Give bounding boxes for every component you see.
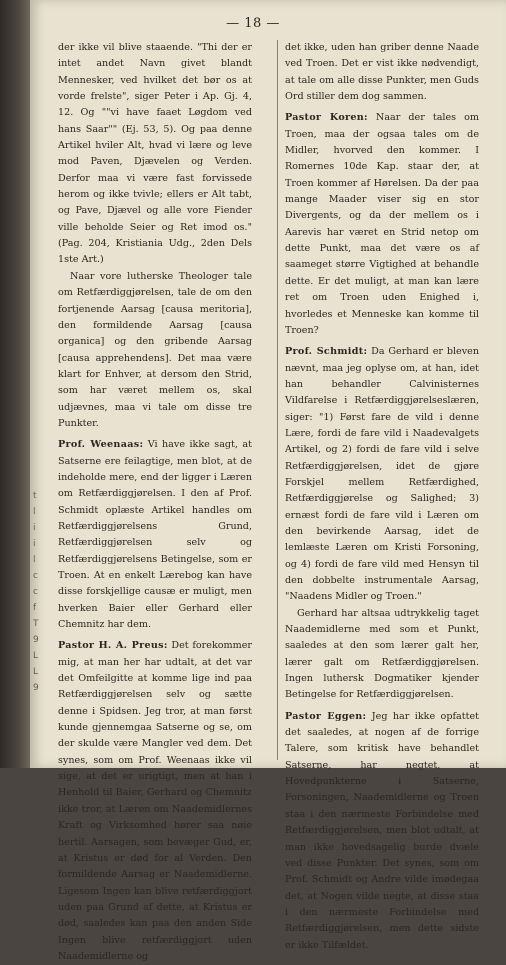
right-paragraph-1: det ikke, uden han griber denne Naade ved Troen. Det er vist ikke nødvendigt, at tale om alle disse Punkter, men Guds Ord stiller dem dog sammen. <box>285 42 479 103</box>
right-paragraph-2: Gerhard har altsaa udtrykkelig taget Naademidlerne med som et Punkt, saaledes at den som lærer galt her, lærer galt om Retfærdiggjørelsen. Ingen luthersk Dogmatiker kjender Betingelse for Retfærdiggjørelsen. <box>285 607 479 701</box>
column-divider <box>277 40 278 760</box>
speech-text: Naar der tales om Troen, maa der ogsaa tales om de Midler, hvorved den kommer. I Romernes 10de Kap. staar der, at Troen kommer af Hørelsen. Da der paa mange Maader viser sig en stor Divergents, og da der mellem os i Aarevis har været en Strid netop om dette Punkt, maa det være os af saameget større Vigtighed at behandle dette. Er det muligt, at man kan lære ret om Troen uden Enighed i, hvorledes et Menneske kan komme til Troen? <box>285 112 479 336</box>
book-gutter <box>0 0 30 768</box>
speech-preus <box>58 638 252 965</box>
speaker-name: Pastor Koren: <box>285 112 368 124</box>
left-paragraph-1: der ikke vil blive staaende. "Thi der er intet andet Navn givet blandt Mennesker, ved hvilket det bør os at vorde frelste", siger Peter i Ap. Gj. 4, 12. Og ""vi have faaet Løgdom ved hans Saar"" (Ej. 53, 5). Og paa denne Artikel hviler Alt, hvad vi lære og leve mod Paven, Djævelen og Verden. Derfor maa vi være fast forvissede herom og ikke tvivle; ellers er Alt tabt, og Pave, Djævel og alle vore Fiender ville beholde Seier og Ret imod os." (Pag. 204, Kristiania Udg., 2den Dels 1ste Art.) <box>58 42 252 266</box>
speaker-name: Prof. Schmidt: <box>285 346 368 358</box>
speech-eggen <box>285 709 479 954</box>
speech-text: Jeg har ikke opfattet det saaledes, at nogen af de forrige Talere, som kritisk have behandlet Satserne, har negtet, at Hovedpunkterne i Satserne, Forsoningen, Naademidlerne og Troen staa i den nærmeste Forbindelse med Retfærdiggjørelsen, men blot udtalt, at man ikke hovedsagelig burde dvæle ved disse Punkter. Det synes, som om Prof. Schmidt og Andre vilde imødegaa det, at Nogen vilde negte, at disse staa i den nærmeste Forbindelse med Retfærdiggjørelsen, men dette sidste er ikke Tilfældet. <box>285 710 479 951</box>
speaker-name: Pastor H. A. Preus: <box>58 640 168 652</box>
speech-text: Da Gerhard er bleven nævnt, maa jeg oplyse om, at han, idet han behandler Calvinisternes Vildfarelse i Retfærdiggjørelseslæren, siger: "1) Først fare de vild i denne Lære, fordi de fare vild i Naadevalgets Artikel, og 2) fordi de fare vild i selve Retfærdiggjørelsen, idet de gjøre Forskjel mellem Retfærdighed, Retfærdiggjørelse og Salighed; 3) ernæst fordi de fare vild i Læren om den bevirkende Aarsag, idet de lemlæste Læren om Kristi Forsoning, og 4) fordi de fare vild med Hensyn til den dobbelte instrumentale Aarsag, "Naadens Midler og Troen." <box>285 346 479 603</box>
left-column <box>58 40 252 965</box>
speech-koren <box>285 110 479 339</box>
right-column <box>285 40 479 954</box>
speech-weenaas <box>58 437 252 633</box>
gutter-marks: t l i i l c c f T 9 L L 9 <box>33 491 39 693</box>
speaker-name: Prof. Weenaas: <box>58 439 144 451</box>
left-paragraph-2: Naar vore lutherske Theologer tale om Retfærdiggjørelsen, tale de om den fortjenende Aarsag [causa meritoria], den formildende Aarsag [causa organica] og den gribende Aarsag [causa apprehendens]. Det maa være klart for Enhver, at dersom den Strid, som har været mellem os, skal udjævnes, maa vi tale om disse tre Punkter. <box>58 270 252 429</box>
speech-text: Vi have ikke sagt, at Satserne ere feilagtige, men blot, at de indeholde mere, end der ligger i Læren om Retfærdiggjørelsen. I den af Prof. Schmidt oplæste Artikel handles om Retfærdiggjørelsens Grund, Retfærdiggjørelsen selv og Retfærdiggjørelsens Betingelse, som er Troen. At en enkelt Lærebog kan have disse forskjellige causæ er muligt, men hverken Baier eller Gerhard eller Chemnitz har dem. <box>58 439 252 631</box>
page-number: — 18 — <box>226 16 280 31</box>
speaker-name: Pastor Eggen: <box>285 710 367 722</box>
speech-schmidt <box>285 344 479 606</box>
speech-text: Det forekommer mig, at man her har udtalt, at det var det Omfeilgitte at komme lige ind paa Retfærdiggjørelsen selv og sætte denne i Spidsen. Jeg tror, at man først kunde gjennemgaa Satserne og se, om der skulde være Mangler ved dem. Det synes, som om Prof. Weenaas ikke vil sige, at det er urigtigt, men at han i Henhold til Baier, Gerhard og Chemnitz ikke tror, at Læren om Naademidlernes Kraft og Virksomhed hører saa nøie hertil. Aarsagen, som bevæger Gud, er, at Kristus er død for al Verden. Den formildende Aarsag er Naademidlerne. Ligesom Ingen kan blive retfærdiggjort uden paa Grund af dette, at Kristus er død, saaledes kan paa den anden Side Ingen blive retfærdiggjort uden Naademidlerne og <box>58 640 252 962</box>
